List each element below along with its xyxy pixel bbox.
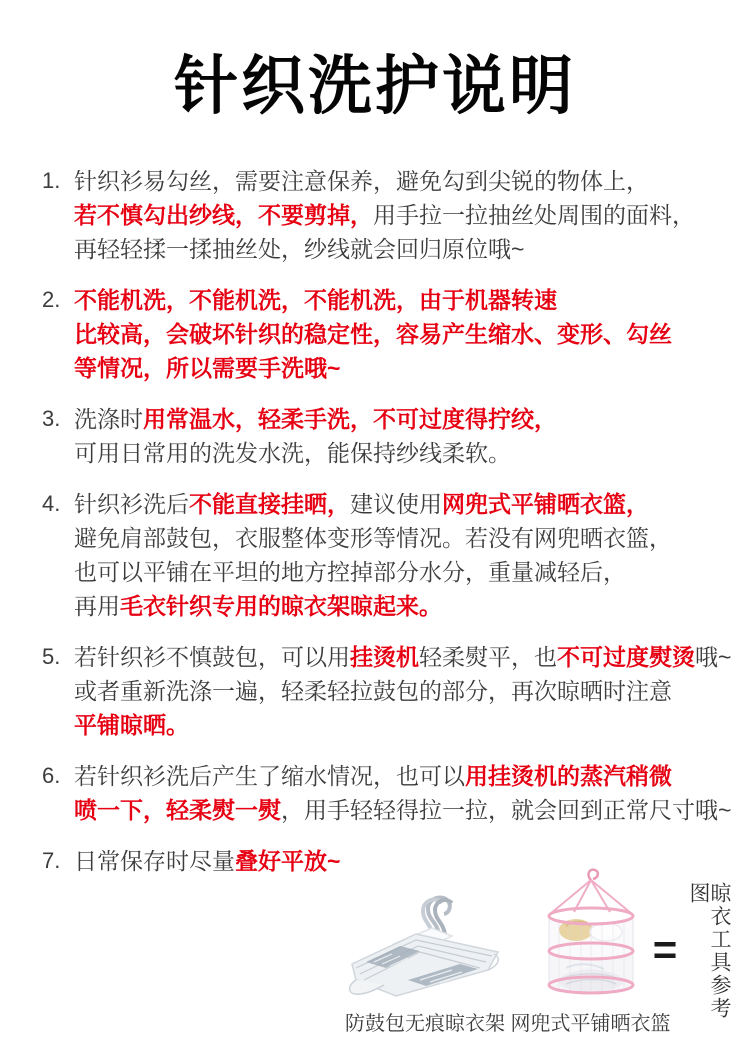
text-segment: 或者重新洗涤一遍，轻柔轻拉鼓包的部分，再次晾晒时注意 [74, 678, 672, 705]
item-line [74, 708, 731, 742]
item-number: 7. [42, 848, 61, 874]
item-line [74, 759, 731, 793]
drying-tools-vertical-label: 晾衣工具参考图 [687, 882, 731, 1020]
equals-sign: = [652, 926, 678, 973]
text-segment: 避免肩部鼓包，衣服整体变形等情况。若没有网兜晒衣篮， [74, 525, 672, 552]
text-segment: 再轻轻揉一揉抽丝处，纱线就会回归原位哦~ [74, 236, 525, 263]
text-segment: 若针织衫不慎鼓包，可以用 [74, 644, 350, 671]
highlight-segment: 用挂烫机的蒸汽稍微 [465, 763, 672, 790]
mesh-basket-image [528, 866, 656, 1010]
item-line [74, 640, 731, 674]
text-segment: ，用手轻轻得拉一拉，就会回到正常尺寸哦~ [281, 797, 732, 824]
highlight-segment: 挂烫机 [350, 644, 419, 671]
text-segment: 针织衫易勾丝，需要注意保养，避免勾到尖锐的物体上， [74, 168, 649, 195]
page-title: 针织洗护说明 [174, 51, 576, 122]
item-line [74, 555, 730, 589]
care-item-2 [42, 283, 730, 385]
item-number: 4. [42, 491, 61, 517]
highlight-segment: 不能直接挂晒， [189, 491, 350, 518]
text-segment: 用手拉一拉抽丝处周围的面料， [373, 202, 695, 229]
highlight-segment: 平铺晾晒。 [74, 712, 189, 739]
highlight-segment: 比较高，会破坏针织的稳定性，容易产生缩水、变形、勾丝 [74, 321, 672, 348]
hanger-stack-image [336, 890, 514, 1006]
text-segment: 再用 [74, 593, 120, 620]
item-line [74, 198, 730, 232]
item-line [74, 317, 730, 351]
highlight-segment: 用常温水，轻柔手洗，不可过度得拧绞， [143, 406, 557, 433]
text-segment: 轻柔熨平，也 [419, 644, 557, 671]
text-segment: 洗涤时 [74, 406, 143, 433]
highlight-segment: 网兜式平铺晒衣篮， [442, 491, 649, 518]
care-item-4 [42, 487, 730, 623]
hanger-caption: 防鼓包无痕晾衣架 [345, 1013, 505, 1035]
item-line [74, 164, 730, 198]
item-text [74, 759, 731, 827]
item-text [74, 844, 730, 878]
text-segment: 针织衫洗后 [74, 491, 189, 518]
text-segment: 哦~ [695, 644, 732, 671]
item-line [74, 589, 730, 623]
item-line [74, 232, 730, 266]
item-line [74, 844, 730, 878]
item-text [74, 487, 730, 623]
highlight-segment: 毛衣针织专用的晾衣架晾起来。 [120, 593, 442, 620]
item-line [74, 283, 730, 317]
item-line [74, 487, 730, 521]
care-item-3 [42, 402, 730, 470]
text-segment: 若针织衫洗后产生了缩水情况，也可以 [74, 763, 465, 790]
highlight-segment: 不能机洗，不能机洗，不能机洗，由于机器转速 [74, 287, 557, 314]
highlight-segment: 喷一下，轻柔熨一熨 [74, 797, 281, 824]
text-segment: 建议使用 [350, 491, 442, 518]
text-segment: 也可以平铺在平坦的地方控掉部分水分，重量减轻后， [74, 559, 626, 586]
care-item-7 [42, 844, 730, 878]
item-text [74, 164, 730, 266]
highlight-segment: 等情况，所以需要手洗哦~ [74, 355, 341, 382]
care-item-5 [42, 640, 730, 742]
text-segment: 可用日常用的洗发水洗，能保持纱线柔软。 [74, 440, 511, 467]
care-item-1 [42, 164, 730, 266]
text-segment: 日常保存时尽量 [74, 848, 235, 875]
item-number: 5. [42, 644, 61, 670]
item-number: 3. [42, 406, 61, 432]
item-line [74, 351, 730, 385]
highlight-segment: 不可过度熨烫 [557, 644, 695, 671]
item-line [74, 793, 731, 827]
care-instructions-page [0, 52, 750, 1052]
care-list [0, 164, 750, 878]
item-number: 1. [42, 168, 61, 194]
item-line [74, 674, 731, 708]
item-text [74, 402, 730, 470]
item-number: 2. [42, 287, 61, 313]
item-number: 6. [42, 763, 61, 789]
item-text [74, 283, 730, 385]
highlight-segment: 叠好平放~ [235, 848, 341, 875]
basket-caption: 网兜式平铺晒衣篮 [510, 1013, 671, 1035]
item-line [74, 402, 730, 436]
item-text [74, 640, 731, 742]
item-line [74, 436, 730, 470]
care-item-6 [42, 759, 730, 827]
item-line [74, 521, 730, 555]
highlight-segment: 若不慎勾出纱线，不要剪掉， [74, 202, 373, 229]
